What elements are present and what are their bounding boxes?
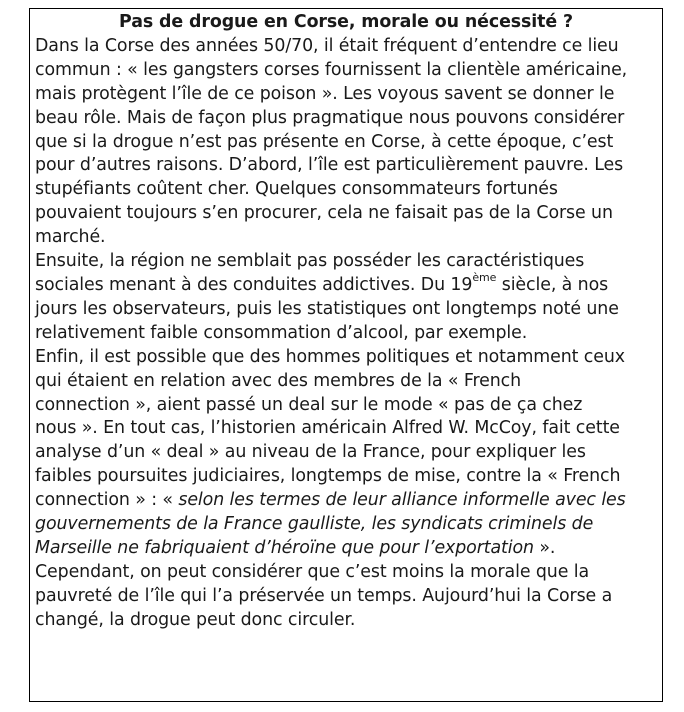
quote-line: gouvernements de la France gaulliste, les syndicats criminels de [35, 514, 594, 535]
text-fragment: sociales menant à des conduites addictives. Du 19 [35, 274, 473, 295]
text-line: marché. [35, 227, 106, 248]
text-line: pauvreté de l’île qui l’a préservée un temps. Aujourd’hui la Corse a [35, 585, 613, 606]
text-line: jours les observateurs, puis les statistiques ont longtemps noté une [35, 298, 619, 319]
text-line: que si la drogue n’est pas présente en Corse, à cette époque, c’est [35, 131, 614, 152]
text-line: relativement faible consommation d’alcool, par exemple. [35, 322, 528, 343]
quote-close: ». [533, 537, 556, 558]
text-line: changé, la drogue peut donc circuler. [35, 609, 356, 630]
quote-line [35, 489, 657, 513]
text-line: stupéfiants coûtent cher. Quelques consommateurs fortunés [35, 179, 558, 200]
text-line: beau rôle. Mais de façon plus pragmatique nous pouvons considérer [35, 107, 625, 128]
quote-line [35, 537, 657, 561]
quote-italic: Marseille ne fabriquaient d’héroïne que pour l’exportation [35, 537, 534, 558]
text-line: mais protègent l’île de ce poison ». Les voyous savent se donner le [35, 83, 615, 104]
text-line: qui étaient en relation avec des membres de la « French [35, 370, 522, 391]
text-line: faibles poursuites judiciaires, longtemps de mise, contre la « French [35, 466, 621, 487]
article-body [35, 11, 657, 633]
quote-lead: connection » : « [35, 490, 179, 511]
text-line: commun : « les gangsters corses fournissent la clientèle américaine, [35, 59, 628, 80]
superscript: ème [472, 271, 497, 285]
text-line: pour d’autres raisons. D’abord, l’île est particulièrement pauvre. Les [35, 155, 624, 176]
text-line: Cependant, on peut considérer que c’est moins la morale que la [35, 561, 590, 582]
text-line: Ensuite, la région ne semblait pas posséder les caractéristiques [35, 251, 585, 272]
quote-italic: selon les termes de leur alliance informelle avec les [178, 490, 626, 511]
text-line: connection », aient passé un deal sur le mode « pas de ça chez [35, 394, 583, 415]
text-line: analyse d’un « deal » au niveau de la France, pour expliquer les [35, 442, 586, 463]
text-line: pouvaient toujours s’en procurer, cela ne faisait pas de la Corse un [35, 203, 613, 224]
text-line: Enfin, il est possible que des hommes politiques et notamment ceux [35, 346, 625, 367]
article-title: Pas de drogue en Corse, morale ou nécessité ? [119, 12, 573, 32]
text-line-with-superscript [35, 271, 657, 298]
text-line: nous ». En tout cas, l’historien américain Alfred W. McCoy, fait cette [35, 418, 620, 439]
text-box [29, 8, 663, 702]
text-fragment: siècle, à nos [496, 274, 609, 295]
text-line: Dans la Corse des années 50/70, il était fréquent d’entendre ce lieu [35, 35, 619, 56]
